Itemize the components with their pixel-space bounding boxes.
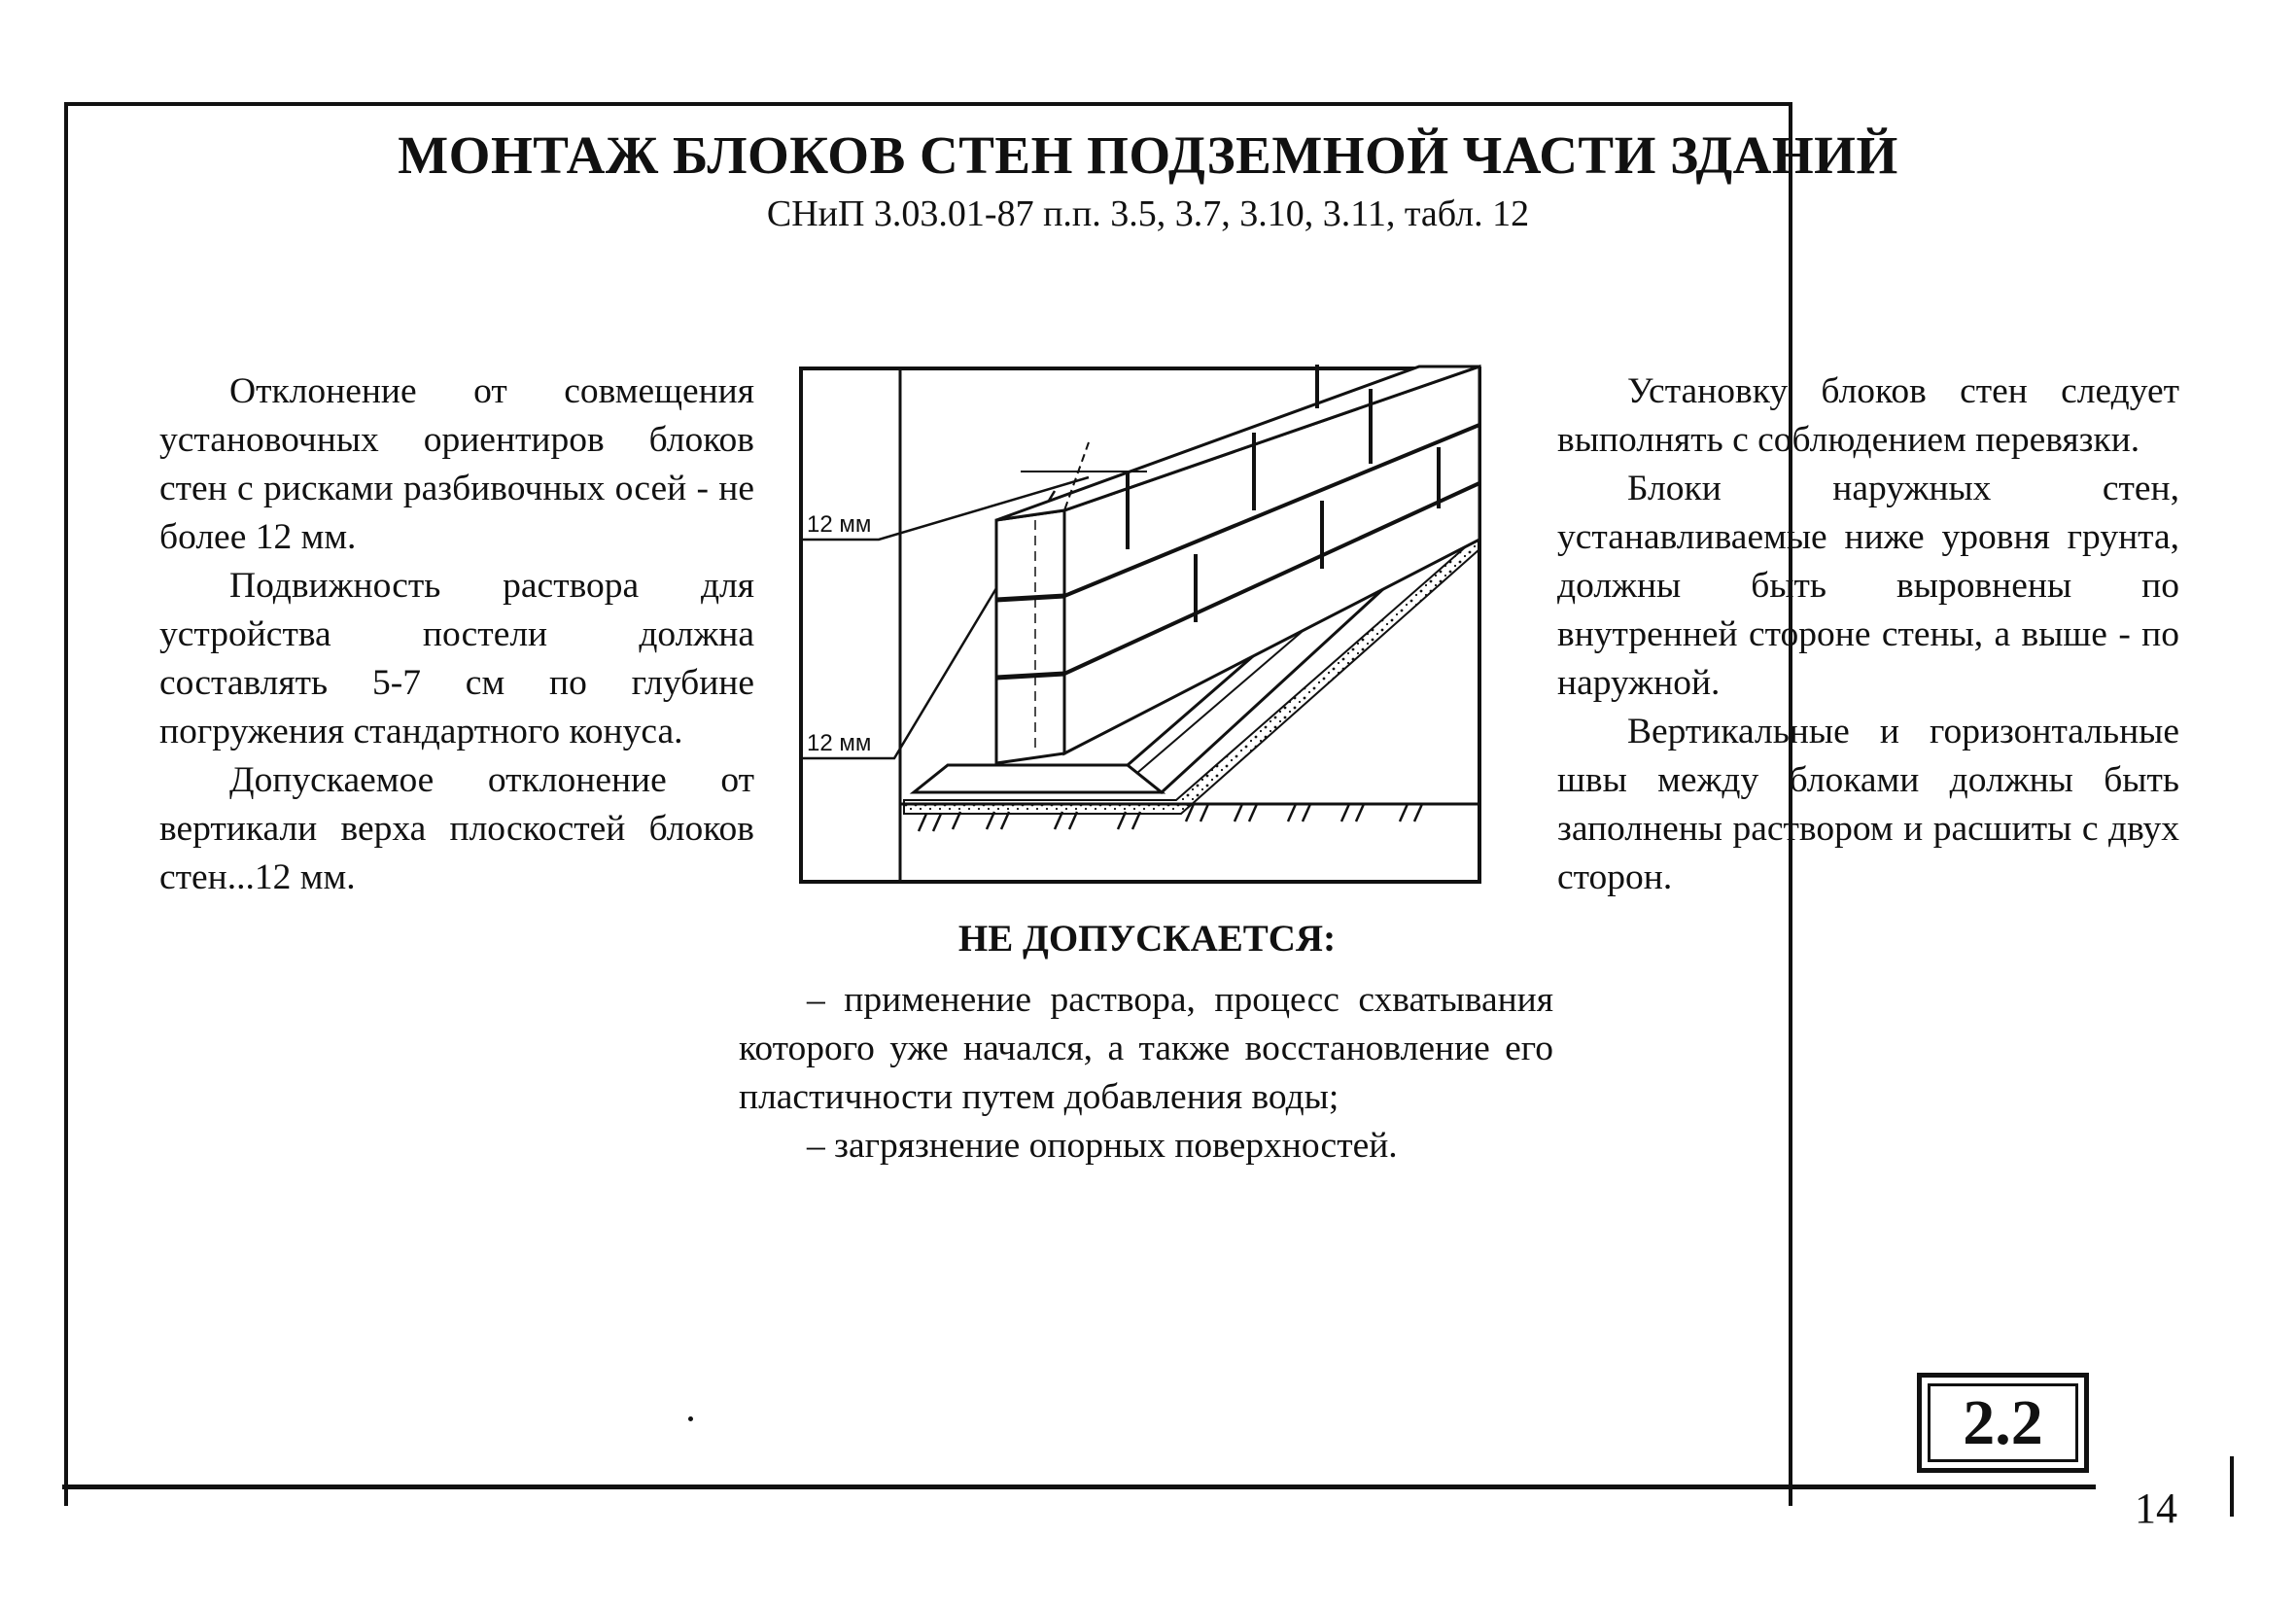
left-paragraph-1: Отклонение от совмещения установочных ориентиров блоков стен с рисками разбивочных осей - не более 12 мм. — [159, 371, 754, 557]
left-paragraph-2: Подвижность раствора для устройства постели должна составлять 5-7 см по глубине погружения стандартного конуса. — [159, 566, 754, 751]
forbidden-item-1: – применение раствора, процесс схватывания которого уже начался, а также восстановление его пластичности путем добавления воды; — [739, 980, 1553, 1117]
page-title: МОНТАЖ БЛОКОВ СТЕН ПОДЗЕМНОЙ ЧАСТИ ЗДАНИЙ — [398, 125, 1898, 185]
stray-dot — [688, 1416, 693, 1421]
dimension-label-top: 12 мм — [807, 511, 872, 538]
dimension-label-bottom: 12 мм — [807, 730, 872, 756]
page-number: 14 — [2135, 1485, 2177, 1532]
right-paragraph-3: Вертикальные и горизонтальные швы между блоками должны быть заполнены раствором и расшиты с двух сторон. — [1557, 712, 2179, 897]
right-paragraph-1: Установку блоков стен следует выполнять с соблюдением перевязки. — [1557, 371, 2179, 460]
sheet-code-box — [1917, 1373, 2089, 1473]
left-paragraph-3: Допускаемое отклонение от вертикали верха плоскостей блоков стен...12 мм. — [159, 760, 754, 897]
right-paragraph-2: Блоки наружных стен, устанавливаемые ниже уровня грунта, должны быть выровнены по внутренней стороне стены, а выше - по наружной. — [1557, 469, 2179, 703]
right-column — [1557, 367, 2179, 902]
forbidden-heading: НЕ ДОПУСКАЕТСЯ: — [957, 918, 1337, 960]
sheet-code: 2.2 — [1928, 1383, 2078, 1462]
page-subtitle: СНиП 3.03.01-87 п.п. 3.5, 3.7, 3.10, 3.11, табл. 12 — [766, 193, 1530, 234]
page-edge-mark — [2230, 1456, 2234, 1517]
left-column — [159, 367, 754, 902]
wall-block-illustration — [797, 365, 1487, 890]
bottom-rule — [62, 1485, 2096, 1489]
forbidden-item-2: – загрязнение опорных поверхностей. — [807, 1126, 1398, 1166]
forbidden-list — [739, 976, 1553, 1170]
